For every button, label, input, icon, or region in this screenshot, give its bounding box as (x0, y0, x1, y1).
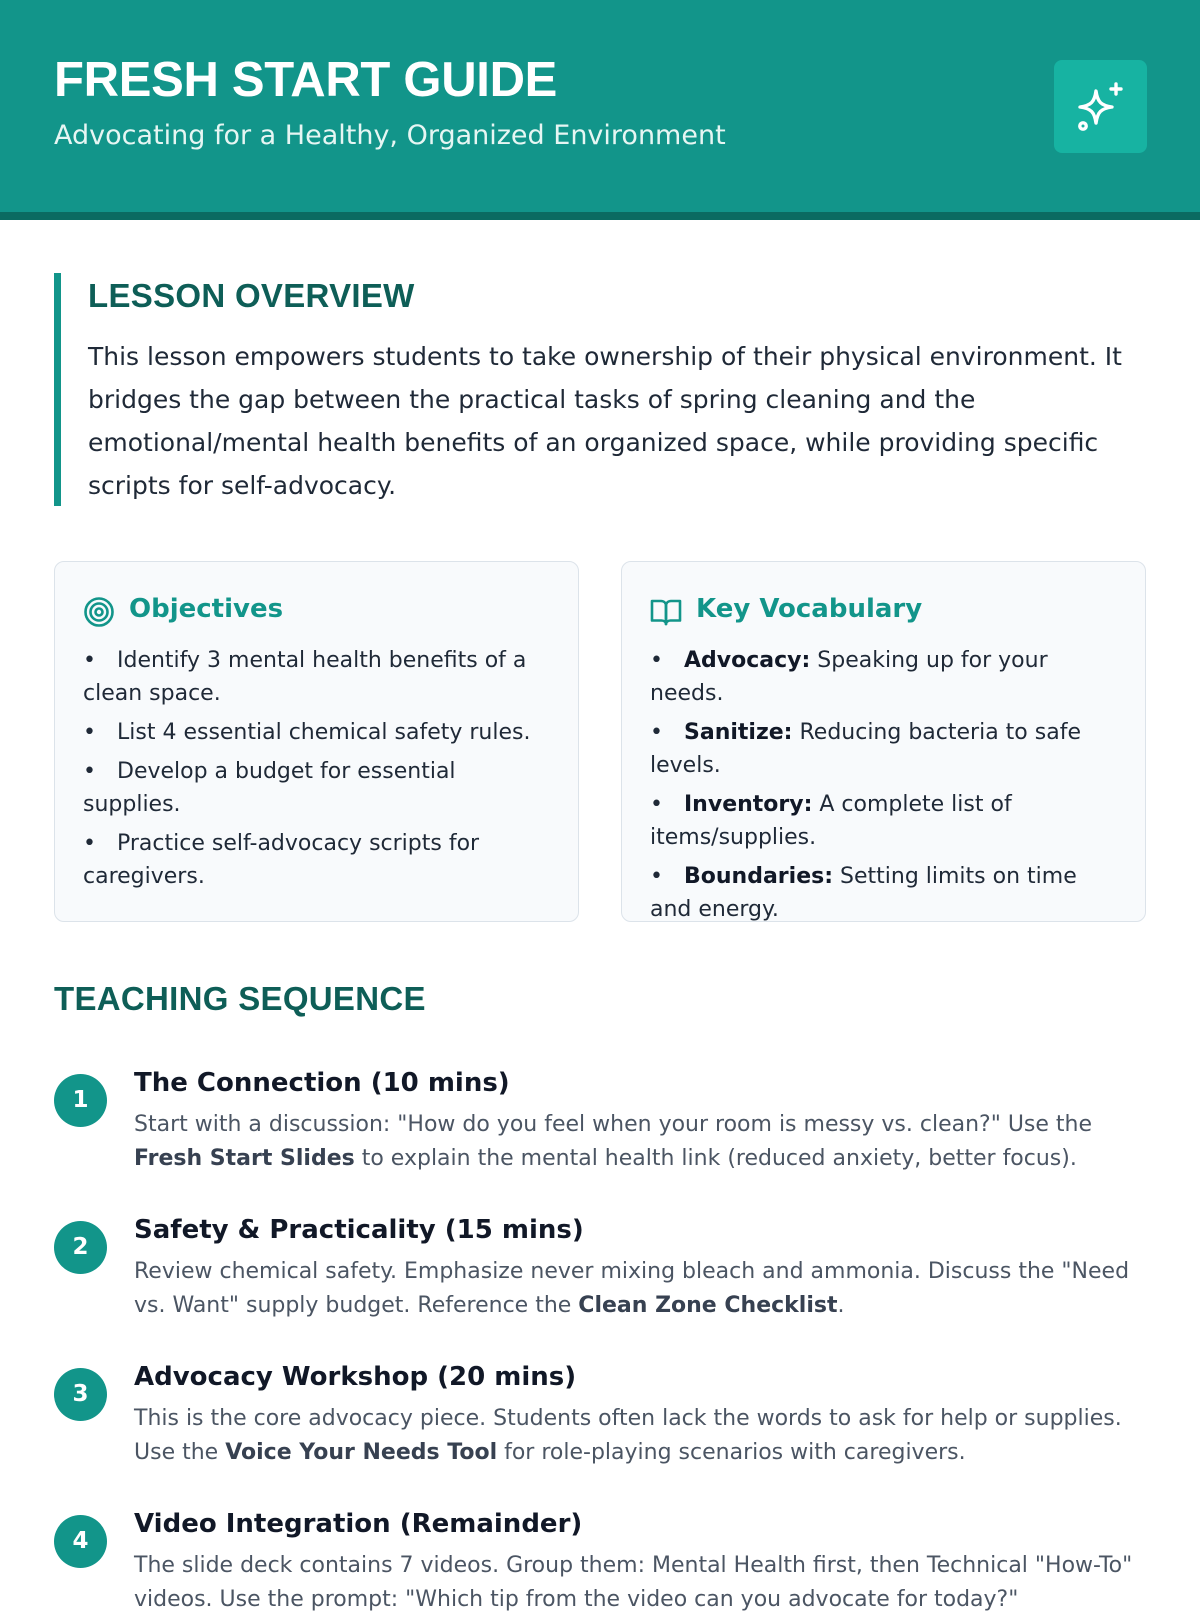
list-item: • Develop a budget for essential supplies. (83, 759, 456, 817)
vocab-definition: Speaking up for your needs. (650, 648, 1048, 706)
step-description: The slide deck contains 7 videos. Group them: Mental Health first, then Technical "How-To" videos. Use the prompt: "Which tip from the video can you advocate for today?" (134, 1553, 1133, 1612)
page-subtitle: Advocating for a Healthy, Organized Environment (54, 120, 726, 151)
vocab-term: Sanitize: (684, 720, 793, 745)
resource-name: Fresh Start Slides (134, 1146, 355, 1171)
vocab-term: Advocacy: (684, 648, 811, 673)
step-description: Start with a discussion: "How do you feel when your room is messy vs. clean?" Use the Fresh Start Slides to explain the mental health link (reduced anxiety, better focus). (134, 1112, 1093, 1171)
step-number-badge: 4 (54, 1515, 107, 1568)
sparkles-icon (1074, 80, 1127, 133)
vocab-definition: Reducing bacteria to safe levels. (650, 720, 1081, 778)
vocab-definition: A complete list of items/supplies. (650, 792, 1012, 850)
step-title: Video Integration (Remainder) (134, 1509, 583, 1539)
list-item: • Boundaries: Setting limits on time and energy. (650, 864, 1077, 922)
vocab-term: Inventory: (684, 792, 813, 817)
resource-name: Voice Your Needs Tool (225, 1440, 498, 1465)
list-item: • Identify 3 mental health benefits of a clean space. (83, 648, 527, 706)
teaching-sequence-heading: TEACHING SEQUENCE (54, 980, 426, 1017)
step-number-badge: 1 (54, 1074, 107, 1127)
vocabulary-card (621, 561, 1146, 922)
vocabulary-title: Key Vocabulary (696, 594, 923, 624)
list-item: • List 4 essential chemical safety rules. (83, 720, 531, 745)
objectives-card (54, 561, 579, 922)
step-number-badge: 2 (54, 1221, 107, 1274)
vocab-definition: Setting limits on time and energy. (650, 864, 1077, 922)
step-title: Safety & Practicality (15 mins) (134, 1215, 584, 1245)
step-description: Review chemical safety. Emphasize never mixing bleach and ammonia. Discuss the "Need vs. Want" supply budget. Reference the Clean Zone Checklist. (134, 1259, 1130, 1318)
step-description: This is the core advocacy piece. Students often lack the words to ask for help or supplies. Use the Voice Your Needs Tool for role-playing scenarios with caregivers. (134, 1406, 1122, 1465)
resource-name: Clean Zone Checklist (578, 1293, 838, 1318)
list-item: • Advocacy: Speaking up for your needs. (650, 648, 1048, 706)
vocabulary-list (650, 644, 1125, 932)
header-icon-box (1054, 60, 1147, 153)
page-title: FRESH START GUIDE (54, 53, 558, 107)
list-item: • Sanitize: Reducing bacteria to safe levels. (650, 720, 1081, 778)
objectives-title: Objectives (129, 594, 284, 624)
step-title: Advocacy Workshop (20 mins) (134, 1362, 577, 1392)
target-icon (83, 596, 115, 628)
header-banner (0, 0, 1200, 220)
step-number-badge: 3 (54, 1368, 107, 1421)
overview-heading: LESSON OVERVIEW (88, 277, 415, 314)
list-item: • Inventory: A complete list of items/supplies. (650, 792, 1012, 850)
open-book-icon (650, 596, 682, 628)
objectives-list (83, 644, 558, 899)
list-item: • Practice self-advocacy scripts for caregivers. (83, 831, 480, 889)
vocab-term: Boundaries: (684, 864, 834, 889)
overview-text: This lesson empowers students to take ownership of their physical environment. It bridges the gap between the practical tasks of spring cleaning and the emotional/mental health benefits of an organized space, while providing specific scripts for self-advocacy. (88, 342, 1122, 500)
lesson-overview (54, 273, 1154, 506)
step-title: The Connection (10 mins) (134, 1068, 510, 1098)
